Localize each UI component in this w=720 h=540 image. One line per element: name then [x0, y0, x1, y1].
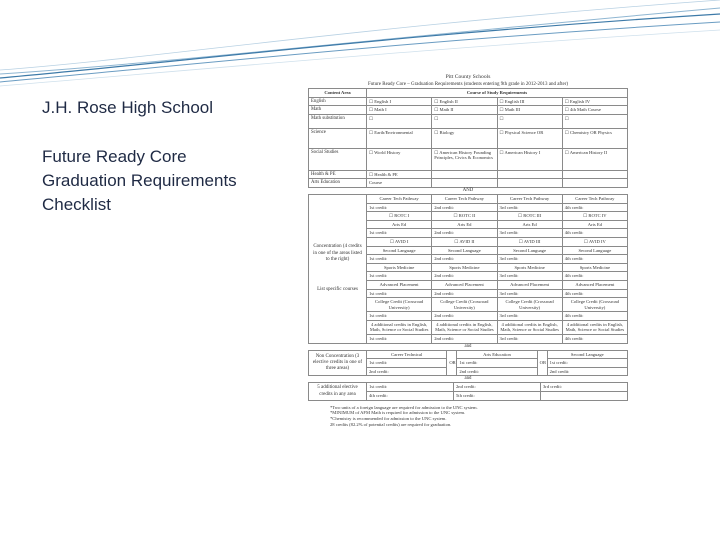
credit-field[interactable]: 2nd credit: — [432, 289, 497, 298]
and-divider: and — [464, 376, 472, 382]
table-row — [309, 106, 628, 115]
credit-field[interactable]: 4th credit: — [367, 392, 454, 401]
course-cell[interactable]: ☐ English IV — [562, 97, 627, 106]
or-label: OR — [537, 350, 547, 376]
credit-field[interactable]: 1st credit: — [547, 359, 627, 368]
sports-medicine-label: Sports Medicine — [562, 263, 627, 272]
course-cell[interactable]: ☐ Math I — [367, 106, 432, 115]
footnote: *Two units of a foreign language are required for admission to the UNC system. — [330, 404, 478, 410]
language-label: Second Language — [367, 246, 432, 255]
area-label: Health & PE — [309, 170, 367, 179]
course-cell[interactable] — [497, 179, 562, 188]
footnotes — [308, 405, 628, 428]
credit-field[interactable]: 3rd credit: — [497, 255, 562, 264]
course-cell[interactable]: ☐ American History II — [562, 148, 627, 170]
course-requirements-header: Course of Study Requirements — [367, 89, 628, 98]
course-cell[interactable]: ☐ English I — [367, 97, 432, 106]
area-label: Math substitution — [309, 114, 367, 128]
course-cell[interactable]: ☐ World History — [367, 148, 432, 170]
course-cell[interactable]: ☐ — [432, 114, 497, 128]
table-row — [309, 148, 628, 170]
avid-checkbox[interactable]: ☐ AVID I — [367, 237, 432, 246]
sports-medicine-label: Sports Medicine — [367, 263, 432, 272]
course-cell[interactable]: ☐ — [562, 114, 627, 128]
or-label: OR — [447, 350, 457, 376]
credit-field[interactable]: 4th credit: — [562, 255, 627, 264]
and-divider: AND — [462, 187, 474, 193]
credit-field[interactable]: 2nd credit: — [432, 229, 497, 238]
sports-medicine-label: Sports Medicine — [432, 263, 497, 272]
arts-ed-label: Arts Ed — [497, 220, 562, 229]
concentration-table — [308, 194, 628, 344]
course-cell[interactable] — [497, 170, 562, 179]
rotc-checkbox[interactable]: ☐ ROTC I — [367, 212, 432, 221]
additional-credits-label: 4 additional credits in English, Math, Science or Social Studies — [497, 320, 562, 334]
credit-field[interactable]: 1st credit: — [367, 359, 447, 368]
credit-field[interactable]: 3rd credit: — [497, 272, 562, 281]
and-divider: and — [464, 343, 472, 349]
ap-label: Advanced Placement — [367, 280, 432, 289]
course-cell[interactable]: ☐ English II — [432, 97, 497, 106]
subtitle-line: Graduation Requirements — [42, 171, 237, 190]
subtitle-line: Future Ready Core — [42, 147, 187, 166]
rotc-checkbox[interactable]: ☐ ROTC III — [497, 212, 562, 221]
sports-medicine-label: Sports Medicine — [497, 263, 562, 272]
course-cell[interactable] — [562, 179, 627, 188]
credit-field[interactable]: 4th credit: — [562, 312, 627, 321]
table-row — [309, 179, 628, 188]
credit-field[interactable]: 2nd credit: — [432, 203, 497, 212]
ap-label: Advanced Placement — [432, 280, 497, 289]
course-cell[interactable] — [432, 170, 497, 179]
credit-field[interactable]: 2nd credit: — [367, 367, 447, 376]
language-label: Second Language — [497, 246, 562, 255]
additional-credits-label: 4 additional credits in English, Math, Science or Social Studies — [367, 320, 432, 334]
language-label: Second Language — [562, 246, 627, 255]
course-cell[interactable]: ☐ English III — [497, 97, 562, 106]
ap-label: Advanced Placement — [562, 280, 627, 289]
non-concentration-table — [308, 350, 628, 377]
course-cell[interactable] — [562, 170, 627, 179]
avid-checkbox[interactable]: ☐ AVID IV — [562, 237, 627, 246]
footnote: 28 credits (82.2% of potential credits) are required for graduation. — [330, 422, 452, 428]
table-row — [309, 170, 628, 179]
course-cell[interactable]: ☐ American History I — [497, 148, 562, 170]
avid-checkbox[interactable]: ☐ AVID III — [497, 237, 562, 246]
college-credit-label: College Credit (Crossroad University) — [497, 298, 562, 312]
empty-cell — [541, 392, 628, 401]
table-row — [309, 114, 628, 128]
content-area-header: Content Area — [309, 89, 367, 98]
credit-field[interactable]: 2nd credit: — [432, 272, 497, 281]
course-cell[interactable]: Course — [367, 179, 432, 188]
course-cell[interactable]: ☐ Biology — [432, 128, 497, 148]
course-cell[interactable]: ☐ Physical Science OR — [497, 128, 562, 148]
course-cell[interactable]: ☐ Earth/Environmental — [367, 128, 432, 148]
credit-field[interactable]: 3rd credit: — [497, 203, 562, 212]
credit-field[interactable]: 2nd credit: — [432, 335, 497, 344]
credit-field[interactable]: 2nd credit: — [454, 383, 541, 392]
arts-ed-label: Arts Ed — [367, 220, 432, 229]
language-label: Second Language — [432, 246, 497, 255]
checklist-document — [308, 74, 628, 508]
additional-credits-label: 4 additional credits in English, Math, Science or Social Studies — [562, 320, 627, 334]
credit-field[interactable]: 1st credit: — [367, 335, 432, 344]
pathway-header: Career Tech Pathway — [562, 194, 627, 203]
credit-field[interactable]: 4th credit: — [562, 272, 627, 281]
document-header — [308, 74, 628, 88]
credit-field[interactable]: 2nd credit: — [457, 367, 537, 376]
credit-field[interactable]: 4th credit: — [562, 203, 627, 212]
course-cell[interactable]: ☐ Math II — [432, 106, 497, 115]
credit-field[interactable]: 1st credit: — [457, 359, 537, 368]
college-credit-label: College Credit (Crossroad University) — [432, 298, 497, 312]
pathway-header: Career Tech Pathway — [367, 194, 432, 203]
arts-ed-label: Arts Ed — [562, 220, 627, 229]
subtitle-line: Checklist — [42, 195, 111, 214]
credit-field[interactable]: 1st credit: — [367, 289, 432, 298]
ap-label: Advanced Placement — [497, 280, 562, 289]
credit-field[interactable]: 1st credit: — [367, 229, 432, 238]
electives-label: 5 additional elective credits in any area — [309, 383, 367, 400]
second-language-header: Second Language — [547, 350, 627, 359]
additional-credits-label: 4 additional credits in English, Math, Science or Social Studies — [432, 320, 497, 334]
credit-field[interactable]: 4th credit: — [562, 289, 627, 298]
footnote: *Chemistry is recommended for admission to the UNC system. — [330, 416, 447, 422]
pathway-header: Career Tech Pathway — [497, 194, 562, 203]
credit-field[interactable]: 3rd credit: — [497, 289, 562, 298]
course-cell[interactable]: ☐ — [497, 114, 562, 128]
credit-field[interactable]: 1st credit: — [367, 383, 454, 392]
footnote: *MINIMUM of AFM Math is required for admission to the UNC system. — [330, 410, 466, 416]
arts-education-header: Arts Education — [457, 350, 537, 359]
credit-field[interactable]: 5th credit: — [454, 392, 541, 401]
college-credit-label: College Credit (Crossroad University) — [367, 298, 432, 312]
avid-checkbox[interactable]: ☐ AVID II — [432, 237, 497, 246]
credit-field[interactable]: 3rd credit: — [497, 335, 562, 344]
rotc-checkbox[interactable]: ☐ ROTC II — [432, 212, 497, 221]
credit-field[interactable]: 1st credit: — [367, 255, 432, 264]
electives-table — [308, 382, 628, 400]
credit-field[interactable]: 1st credit: — [367, 203, 432, 212]
slide-title: J.H. Rose High School — [42, 98, 214, 117]
concentration-label — [309, 194, 367, 343]
area-label: Math — [309, 106, 367, 115]
list-courses-text: List specific courses — [317, 287, 358, 293]
course-cell[interactable]: ☐ American History Founding Principles, Civics & Economics — [432, 148, 497, 170]
area-label: Arts Education — [309, 179, 367, 188]
credit-field[interactable]: 1st credit: — [367, 312, 432, 321]
credit-field[interactable]: 3rd credit: — [541, 383, 628, 392]
table-row — [309, 128, 628, 148]
course-cell[interactable]: ☐ 4th Math Course — [562, 106, 627, 115]
core-requirements-table — [308, 88, 628, 188]
credit-field[interactable]: 1st credit: — [367, 272, 432, 281]
credit-field[interactable]: 2nd credit: — [432, 312, 497, 321]
slide-subtitle — [42, 145, 292, 217]
credit-field[interactable]: 2nd credit: — [432, 255, 497, 264]
course-cell[interactable]: ☐ Health & PE — [367, 170, 432, 179]
credit-field[interactable]: 3rd credit: — [497, 312, 562, 321]
area-label: English — [309, 97, 367, 106]
course-cell[interactable]: ☐ Math III — [497, 106, 562, 115]
arts-ed-label: Arts Ed — [432, 220, 497, 229]
credit-field[interactable]: 3rd credit: — [497, 229, 562, 238]
credit-field[interactable]: 4th credit: — [562, 335, 627, 344]
non-concentration-label: Non Concentration (3 elective credits in one of three areas) — [309, 350, 367, 376]
course-cell[interactable] — [432, 179, 497, 188]
course-cell[interactable]: ☐ — [367, 114, 432, 128]
credit-field[interactable]: 4th credit: — [562, 229, 627, 238]
credit-field[interactable]: 2nd credit: — [547, 367, 627, 376]
area-label: Social Studies — [309, 148, 367, 170]
college-credit-label: College Credit (Crossroad University) — [562, 298, 627, 312]
concentration-text: Concentration (4 credits in one of the areas listed to the right) — [313, 244, 362, 262]
document-title: Future Ready Core – Graduation Requirements (students entering 9th grade in 2012-2013 and after) — [367, 82, 569, 87]
table-row — [309, 97, 628, 106]
pathway-header: Career Tech Pathway — [432, 194, 497, 203]
rotc-checkbox[interactable]: ☐ ROTC IV — [562, 212, 627, 221]
career-technical-header: Career Technical — [367, 350, 447, 359]
course-cell[interactable]: ☐ Chemistry OR Physics — [562, 128, 627, 148]
district-name: Pitt County Schools — [445, 74, 491, 80]
area-label: Science — [309, 128, 367, 148]
